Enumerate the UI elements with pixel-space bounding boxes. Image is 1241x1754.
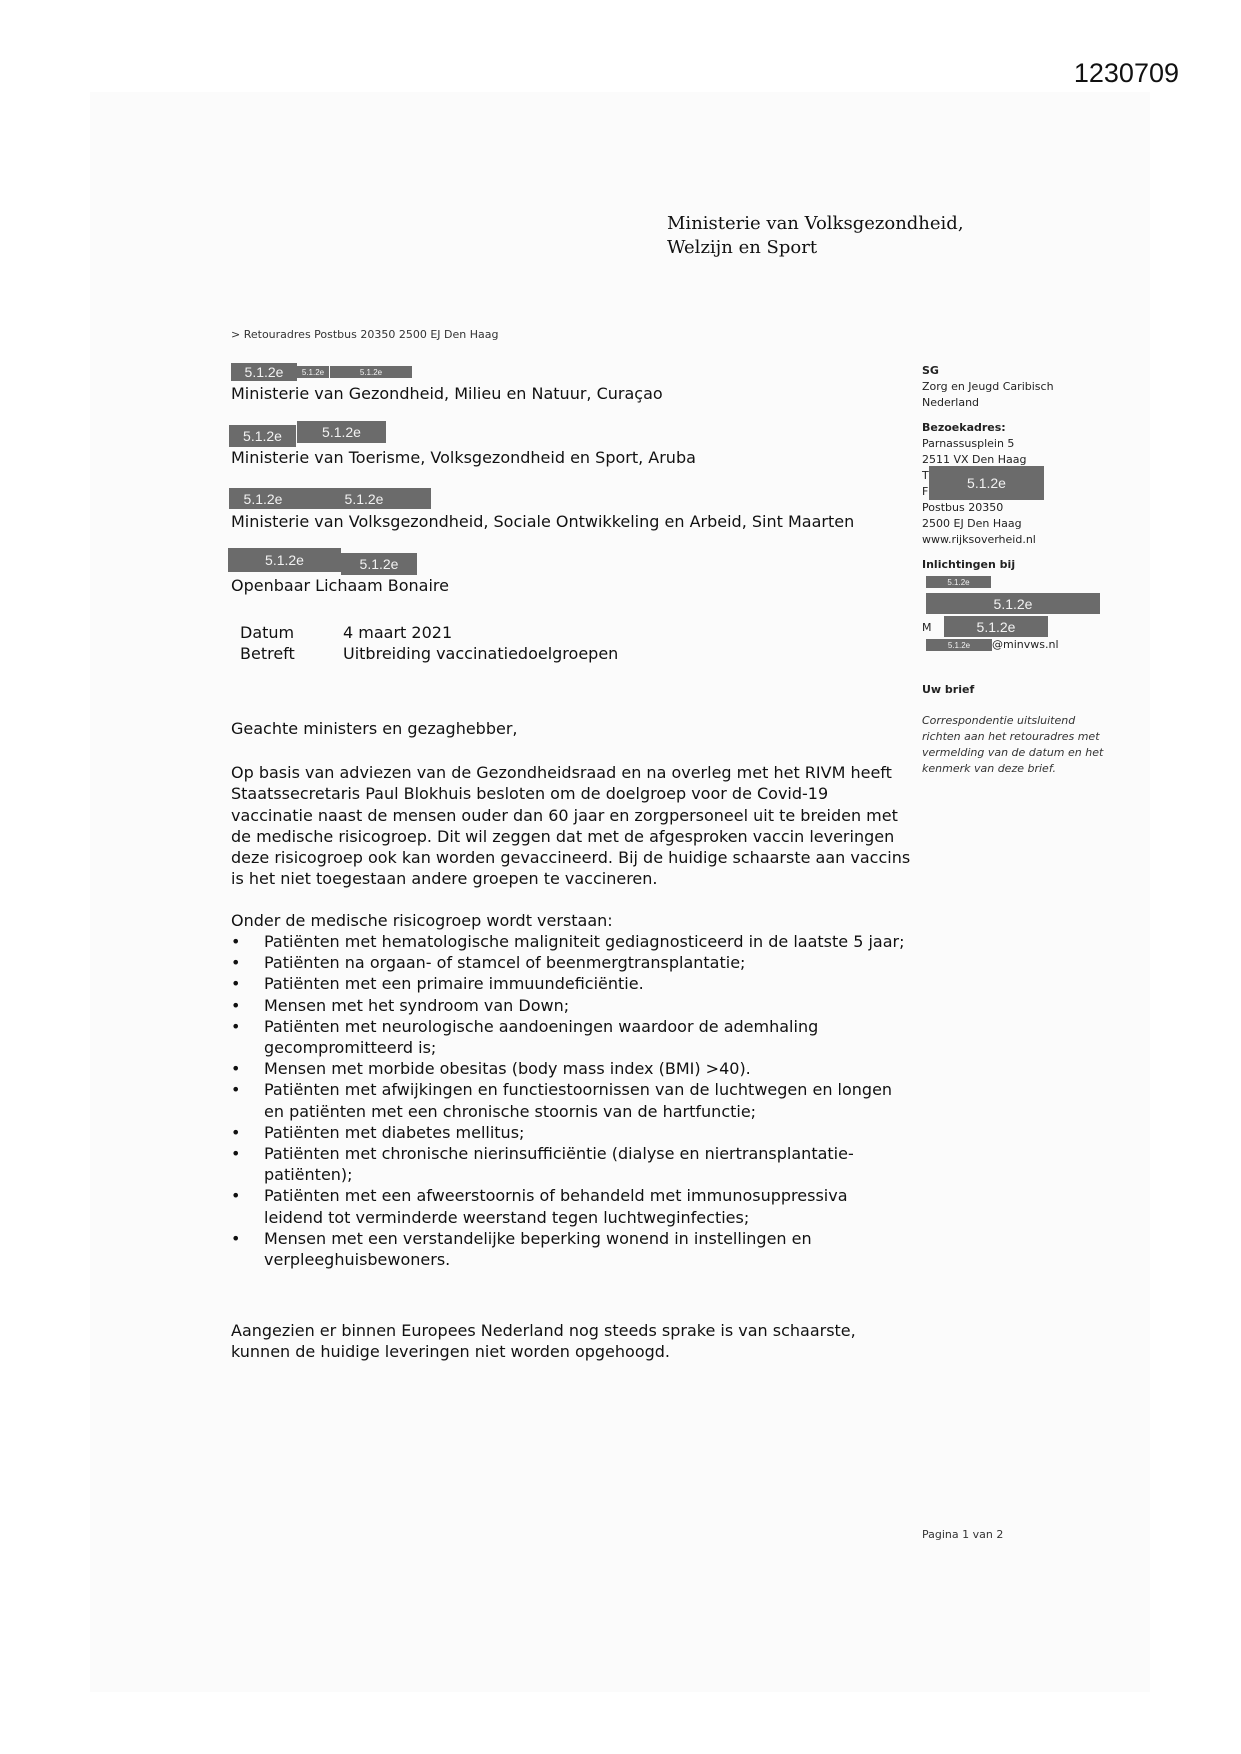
postbus: Postbus 20350 xyxy=(922,501,1004,514)
email-suffix: @minvws.nl xyxy=(992,638,1059,651)
risk-group-list xyxy=(231,931,911,1270)
redaction-box: 5.1.2e xyxy=(297,421,386,443)
website: www.rijksoverheid.nl xyxy=(922,533,1036,546)
ministry-line-1: Ministerie van Volksgezondheid, xyxy=(667,213,964,234)
sender-block xyxy=(922,363,1054,411)
redaction-box: 5.1.2e xyxy=(228,548,341,572)
org-line-1: Zorg en Jeugd Caribisch xyxy=(922,380,1054,393)
org-code: SG xyxy=(922,364,939,377)
correspondence-note: Correspondentie uitsluitend richten aan het retouradres met vermelding van de datum en het kenmerk van deze brief. xyxy=(922,714,1104,775)
page-number: Pagina 1 van 2 xyxy=(922,1528,1004,1541)
uw-brief-label: Uw brief xyxy=(922,683,975,696)
mobile-label: M xyxy=(922,621,932,634)
subject-label: Betreft xyxy=(240,644,295,663)
postbus-city: 2500 EJ Den Haag xyxy=(922,517,1022,530)
list-intro: Onder de medische risicogroep wordt verstaan: xyxy=(231,911,613,930)
redaction-box: 5.1.2e xyxy=(341,553,417,575)
redaction-box: 5.1.2e xyxy=(926,576,991,588)
redaction-box: 5.1.2e xyxy=(229,425,296,447)
addressee-sint-maarten: Ministerie van Volksgezondheid, Sociale Ontwikkeling en Arbeid, Sint Maarten xyxy=(231,512,855,531)
list-item: • Patiënten met een primaire immuundeficiëntie. xyxy=(231,974,644,994)
redaction-box: 5.1.2e xyxy=(229,488,297,509)
list-item: • Mensen met het syndroom van Down; xyxy=(231,995,570,1015)
ministry-line-2: Welzijn en Sport xyxy=(667,237,818,258)
redaction-box: 5.1.2e xyxy=(297,366,329,378)
fax-label: F xyxy=(922,485,929,498)
list-item: • Patiënten na orgaan- of stamcel of beenmergtransplantatie; xyxy=(231,953,746,973)
list-item: • Patiënten met afwijkingen en functiestoornissen van de luchtwegen en longen en patiënten met een chronische stoornis van de hartfunctie; xyxy=(231,1080,893,1121)
list-item: • Mensen met morbide obesitas (body mass index (BMI) >40). xyxy=(231,1059,751,1079)
closing-paragraph: Aangezien er binnen Europees Nederland nog steeds sprake is van schaarste, kunnen de huidige leveringen niet worden opgehoogd. xyxy=(231,1321,856,1362)
document-number: 1230709 xyxy=(1073,58,1179,88)
inlichtingen-block xyxy=(922,557,1015,573)
org-line-2: Nederland xyxy=(922,396,980,409)
redaction-box: 5.1.2e xyxy=(926,593,1100,614)
addressee-curacao: Ministerie van Gezondheid, Milieu en Natuur, Curaçao xyxy=(231,384,663,403)
redaction-box: 5.1.2e xyxy=(231,363,297,381)
redaction-box: 5.1.2e xyxy=(297,488,431,509)
date-label: Datum xyxy=(240,623,295,642)
list-item: • Patiënten met diabetes mellitus; xyxy=(231,1122,525,1142)
list-item: • Patiënten met hematologische maligniteit gediagnosticeerd in de laatste 5 jaar; xyxy=(231,932,905,951)
redaction-box: 5.1.2e xyxy=(330,366,412,378)
letter-meta xyxy=(240,623,618,665)
date-value: 4 maart 2021 xyxy=(343,623,453,642)
list-item: • Patiënten met neurologische aandoeningen waardoor de ademhaling gecompromitteerd is; xyxy=(231,1016,819,1058)
ministry-logo-text xyxy=(667,212,964,260)
addressee-bonaire: Openbaar Lichaam Bonaire xyxy=(231,576,449,595)
subject-value: Uitbreiding vaccinatiedoelgroepen xyxy=(343,644,619,663)
return-address: > Retouradres Postbus 20350 2500 EJ Den Haag xyxy=(231,328,499,341)
addressee-aruba: Ministerie van Toerisme, Volksgezondheid en Sport, Aruba xyxy=(231,448,696,467)
list-item: • Patiënten met een afweerstoornis of behandeld met immunosuppressiva leidend tot verminderde weerstand tegen luchtweginfecties; xyxy=(231,1186,848,1227)
visit-address-label: Bezoekadres: xyxy=(922,421,1006,434)
phone-label: T xyxy=(922,469,929,482)
visit-street: Parnassusplein 5 xyxy=(922,437,1015,450)
redaction-box: 5.1.2e xyxy=(929,466,1044,500)
redaction-box: 5.1.2e xyxy=(944,616,1048,637)
redaction-box: 5.1.2e xyxy=(926,639,992,651)
visit-city: 2511 VX Den Haag xyxy=(922,453,1027,466)
date-row xyxy=(240,623,618,644)
list-item: • Patiënten met chronische nierinsufficiëntie (dialyse en niertransplantatie-patiënten); xyxy=(231,1144,854,1185)
paragraph-intro: Op basis van adviezen van de Gezondheidsraad en na overleg met het RIVM heeft Staatssecretaris Paul Blokhuis besloten om de doelgroep voor de Covid-19 vaccinatie naast de mensen ouder dan 60 jaar en zorgpersoneel uit te breiden met de medische risicogroep. Dit wil zeggen dat met de afgesproken vaccin leveringen deze risicogroep ook kan worden gevaccineerd. Bij de huidige schaarste aan vaccins is het niet toegestaan andere groepen te vaccineren. xyxy=(231,763,911,889)
salutation: Geachte ministers en gezaghebber, xyxy=(231,719,518,738)
inlichtingen-label: Inlichtingen bij xyxy=(922,558,1016,571)
subject-row xyxy=(240,644,618,665)
list-item: • Mensen met een verstandelijke beperking wonend in instellingen en verpleeghuisbewoners. xyxy=(231,1228,812,1270)
uw-brief-block xyxy=(922,682,974,698)
